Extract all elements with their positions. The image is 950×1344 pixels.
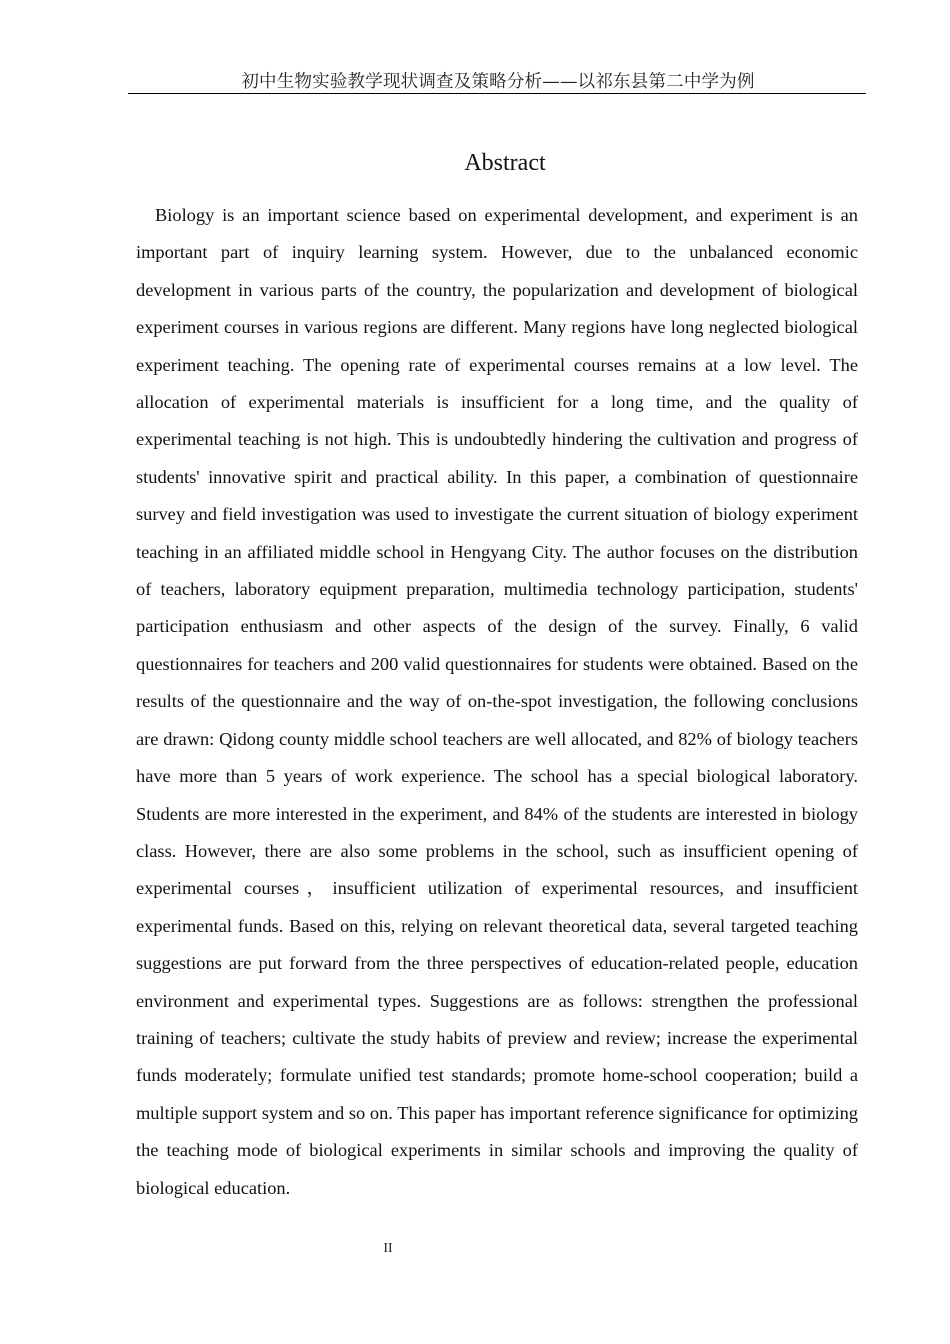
header-rule bbox=[128, 93, 866, 94]
abstract-title: Abstract bbox=[464, 150, 546, 176]
abstract-body: Biology is an important science based on experimental development, and experiment is an important part of inquiry learning system. However, due to the unbalanced economic development in various parts of the country, the popularization and development of biological experiment courses in various regions are different. Many regions have long neglected biological experiment teaching. The opening rate of experimental courses remains at a low level. The allocation of experimental materials is insufficient for a long time, and the quality of experimental teaching is not high. This is undoubtedly hindering the cultivation and progress of students' innovative spirit and practical ability. In this paper, a combination of questionnaire survey and field investigation was used to investigate the current situation of biology experiment teaching in an affiliated middle school in Hengyang City. The author focuses on the distribution of teachers, laboratory equipment preparation, multimedia technology participation, students' participation enthusiasm and other aspects of the design of the survey. Finally, 6 valid questionnaires for teachers and 200 valid questionnaires for students were obtained. Based on the results of the questionnaire and the way of on-the-spot investigation, the following conclusions are drawn: Qidong county middle school teachers are well allocated, and 82% of biology teachers have more than 5 years of work experience. The school has a special biological laboratory. Students are more interested in the experiment, and 84% of the students are interested in biology class. However, there are also some problems in the school, such as insufficient opening of experimental courses，insufficient utilization of experimental resources, and insufficient experimental funds. Based on this, relying on relevant theoretical data, several targeted teaching suggestions are put forward from the three perspectives of education-related people, education environment and experimental types. Suggestions are as follows: strengthen the professional training of teachers; cultivate the study habits of preview and review; increase the experimental funds moderately; formulate unified test standards; promote home-school cooperation; build a multiple support system and so on. This paper has important reference significance for optimizing the teaching mode of biological experiments in similar schools and improving the quality of biological education. bbox=[136, 205, 858, 1198]
running-header: 初中生物实验教学现状调查及策略分析——以祁东县第二中学为例 bbox=[241, 72, 755, 92]
page-number: II bbox=[383, 1241, 393, 1256]
